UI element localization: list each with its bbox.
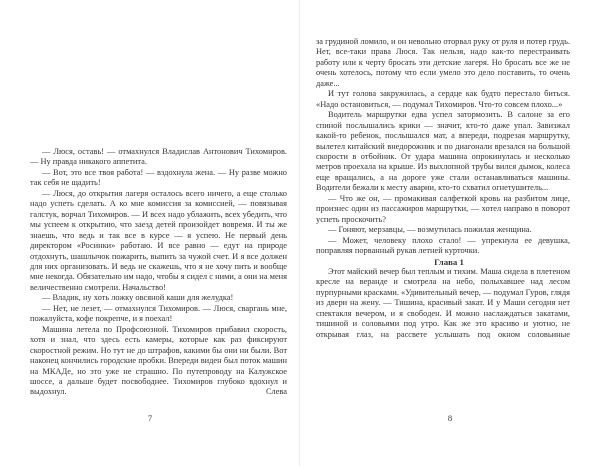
page-number-left: 7 xyxy=(147,413,153,423)
paragraph: Этот майский вечер был теплым и тихим. Маша сидела в плетеном кресле на веранде и смотрела на небо, полыхавшее над лесом пурпурными красками. «Удивительный вечер, — подумал Гуров, глядя из двери на жену. — Тишина, красивый закат. И у Маши сегодня нет спектакля вечером, и я свободен. И можно наслаждаться закатами, тишиной и соловьями под утро. Как же это красиво и уютно, не открывая глаз, на рассвете услышать под окном соловьиные xyxy=(316,266,570,339)
paragraph: — Нет, не лезет, — отмахнулся Тихомиров. — Люся, сваргань мне, пожалуйста, кофе покрепче, и я поехал! xyxy=(30,303,287,324)
paragraph: И тут голова закружилась, а сердце как будто перестало биться. «Надо остановиться, — подумал Тихомиров. Что-то совсем плохо...» xyxy=(316,89,570,109)
paragraph: Машина летела по Профсоюзной. Тихомиров прибавил скорость, хотя и знал, что здесь есть камеры, которые как раз фиксируют скоростной режим. Но тут не до штрафов, какими бы они ни были. Вот наконец кончились городские пробки. Впереди виден был поток машин на МКАДе, но это уже не страшно. По путепроводу на Калужское шоссе, а дальше будет посвободнее. Тихомиров глубоко вдохнул и выдохнул. Слева xyxy=(30,324,287,397)
chapter-heading: Глава 1 xyxy=(434,256,464,267)
left-page-text xyxy=(30,147,287,398)
paragraph: — Может, человеку плохо стало! — упрекнула ее девушка, поправляя порванный рукав летней курточки. xyxy=(316,235,570,256)
paragraph: — Что же он, — промакивая салфеткой кровь на разбитом лице, произнес один из пассажиров маршрутки, — хотел направо в поворот успеть проскочить? xyxy=(316,193,570,224)
right-page-text xyxy=(316,37,570,340)
paragraph: Водитель маршрутки едва успел затормозить. В салоне за его спиной послышались крики — значит, кто-то даже упал. Завизжал какой-то ребенок, послышался мат, а впереди, подрезая маршрутку, вылетел китайский внедорожник и по диагонали врезался на большой скорости в отбойник. От удара машина опрокинулась и несколько метров проехала на крыше. Из выхлопной трубы вился дымок, колеса еще вращались, а на дороге уже стали останавливаться машины. Водители бежали к месту аварии, кто-то схватил огнетушитель... xyxy=(316,110,570,193)
paragraph: — Люся, оставь! — отмахнулся Владислав Антонович Тихомиров. — Ну правда никакого аппетита. xyxy=(30,147,287,167)
paragraph: — Люся, до открытия лагеря осталось всего ничего, а еще столько надо успеть сделать. А ко мне комиссия за комиссией, — повязывая галстук, ворчал Тихомиров. — И всех надо ублажить, всех убедить, что мы успеем к открытию, что заезд детей произойдет вовремя. И ты же знаешь, что ведь и так все в курсе — я успею. Не первый день директором «Росинки» работаю. И все равно — едут на природе отдохнуть, шашлычок пожарить, выпить за чужой счет. И я все должен для них организовать. И ведь не скажешь, что я не хочу пить и вообще мне некогда. Обязательно им надо, чтобы я сидел с ними, а они на меня величественно смотрели. Начальство! xyxy=(30,188,287,292)
paragraph: за грудиной ломило, и он невольно оторвал руку от руля и потер грудь. Нет, все-таки права Люся. Так нельзя, надо как-то перестраивать работу или к черту бросать эти детские лагеря. Но бросать все же не очень хотелось, потому что если умело это дело поставить, то очень даже... xyxy=(316,37,570,88)
paragraph: — Гоняют, мерзавцы, — возмутилась пожилая женщина. xyxy=(328,225,532,235)
page-divider xyxy=(299,0,300,466)
paragraph: — Вот, это все твоя работа! — вздохнула жена. — Ну разве можно так себя не щадить! xyxy=(30,167,287,188)
paragraph: — Владик, ну хоть ложку овсяной каши для желудка! xyxy=(42,293,234,303)
page-number-right: 8 xyxy=(447,413,453,423)
